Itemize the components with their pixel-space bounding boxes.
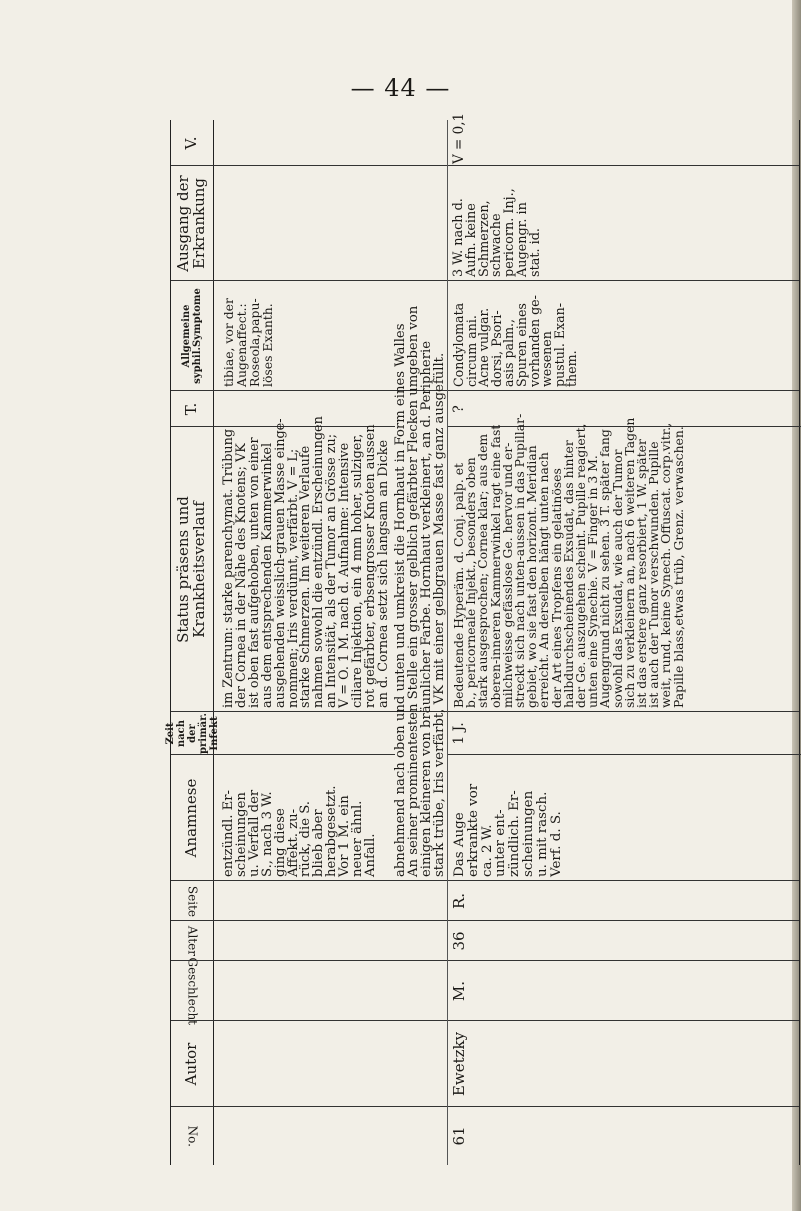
column-rule bbox=[171, 390, 799, 391]
header-anamnese: Anamnese bbox=[182, 778, 201, 858]
row2-no: 61 bbox=[450, 1126, 468, 1146]
column-rule bbox=[171, 280, 799, 281]
row2-v: V = 0,1 bbox=[451, 112, 467, 164]
header-alter: Alter bbox=[185, 925, 200, 957]
row1-status: im Zentrum: starke parenchymat. Trübung der Cornea in der Nähe des Knotens; VK ist oben fast aufgehoben, unten von einer aus dem entsprechenden Kammerwinkel ausgehenden weisslich-grauen Masse einge- nommen; Iris verdünnt, verfärbt. V = L; starke Schmerzen. Im weiteren Verlaufe nahmen sowohl die entzündl. Erscheinungen an Intensität, als der Tumor an Grösse zu; V = O. 1 M. nach d. Aufnahme: Intensive ciliare Injektion, ein 4 mm hoher, sulziger, rot gefärbter, erbsengrosser Knoten aussen an d. Cornea setzt sich langsam an Dicke bbox=[221, 416, 391, 708]
column-rule bbox=[447, 754, 801, 755]
header-ausgang: Ausgang der Erkrankung bbox=[174, 175, 208, 272]
row1-anamnese: entzündl. Er- scheinungen u. Verfall der S., nach 3 W. ging diese Affekt. zu- rück, die S. blieb aber herabgesetzt. Vor 1 M. ein neuer ähnl. Anfall. bbox=[221, 785, 378, 877]
row2-anamnese: Das Auge erkrankte vor ca. 2 W. unter ent- zündlich. Er- scheinungen u. mit rasch. Verf. d. S. bbox=[452, 783, 564, 877]
header-geschlecht: Geschlecht bbox=[185, 957, 200, 1025]
row2-status: Bedeutende Hyperäm. d. Conj. palp. et b., pericorneale Injekt., besonders oben stark ausgesprochen; Cornea klar; aus dem oberen-inneren Kammerwinkel ragt eine fast milchweisse gefässlose Ge. hervor und er- streckt sich nach unten-aussen in das Pupillar- gebiet, wo sie fast den horizont. Meridian erreicht. An derselben hängt unten nach der Art eines Tropfens ein gelatinöses halbdurchscheinendes Exsudat, das hinter der Ge. auszugehen scheint. Pupille reagiert, unten eine Synechie. V = Finger in 3 M. Augengrund nicht zu sehen. 3 T. später fang sowohl das Exsudat, wie auch der Tumor sich zu verkleinern an, nach 6 weiteren Tagen ist das erstere ganz resorbiert, 1 W. später ist auch der Tumor verschwunden. Pupille weit, rund, keine Synech. Offuscat. corp.vitr., Papille blass,etwas trüb, Grenz. verwaschen. bbox=[451, 413, 686, 708]
row2-zeit: 1 J. bbox=[451, 722, 467, 745]
row2-seite: R. bbox=[450, 892, 468, 910]
column-rule bbox=[171, 880, 799, 881]
column-rule bbox=[171, 1106, 799, 1107]
row2-t: ? bbox=[451, 405, 467, 413]
table-header bbox=[164, 120, 220, 1165]
row1-full-width-text: abnehmend nach oben und unten und umkreist die Hornhaut in Form eines Walles An seiner prominentesten Stelle ein grosser gelblich gefärbter Flecken umgeben von einigen kleineren von bräunlicher Farbe. Hornhaut verkleinert, an d. Peripherie stark trübe, Iris verfärbt, VK mit einer gelbgrauen Masse fast ganz ausgefüllt. bbox=[393, 305, 447, 877]
rotated-table bbox=[164, 112, 800, 1165]
column-rule bbox=[171, 711, 799, 712]
column-rule bbox=[171, 960, 799, 961]
row2-ausgang: 3 W. nach d. Aufn. keine Schmerzen, schwache pericorn. Inj., Augengr. in stat. id. bbox=[451, 188, 543, 277]
column-rule bbox=[171, 754, 395, 755]
column-rule bbox=[171, 920, 799, 921]
header-v: V. bbox=[182, 136, 201, 150]
page-number: — 44 — bbox=[350, 74, 451, 102]
row1-allgemeine: tibiae, vor der Augenaffect.: Roseola,papu- löses Exanth. bbox=[221, 298, 275, 387]
column-rule bbox=[171, 1020, 799, 1021]
header-allgemeine: Allgemeine syphil.Symptome bbox=[181, 288, 203, 384]
header-zeit: Zeit nach der primär. Infekt bbox=[164, 713, 220, 754]
row-separator bbox=[447, 120, 448, 1165]
row2-alter: 36 bbox=[450, 931, 468, 951]
header-seite: Seite bbox=[185, 885, 200, 917]
header-no: No. bbox=[185, 1125, 200, 1147]
header-t: T. bbox=[182, 402, 201, 416]
row2-allgemeine: Condylomata circum ani. Acne vulgar. dorsi, Psori- asis palm., Spuren eines vorhanden ge- wesenen pustul. Exan- them. bbox=[451, 295, 580, 387]
row2-autor: Ewetzky bbox=[450, 1031, 468, 1097]
row2-geschlecht: M. bbox=[450, 980, 468, 1002]
column-rule bbox=[171, 165, 799, 166]
header-status: Status präsens und Krankheitsverlauf bbox=[174, 496, 208, 643]
header-autor: Autor bbox=[182, 1042, 201, 1086]
